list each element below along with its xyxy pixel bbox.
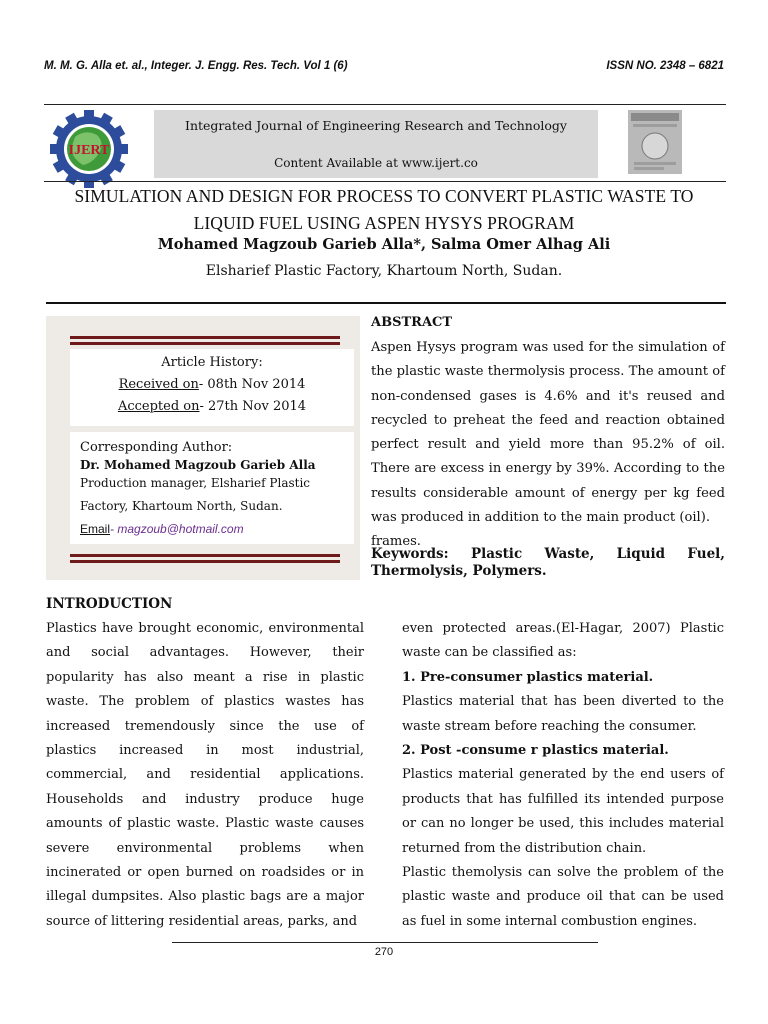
journal-cover-thumbnail xyxy=(628,110,682,174)
corresponding-author-position: Production manager, Elsharief Plastic xyxy=(80,476,311,490)
running-header-citation: M. M. G. Alla et. al., Integer. J. Engg. Res. Tech. Vol 1 (6) xyxy=(44,60,348,72)
accepted-date: Accepted on- 27th Nov 2014 xyxy=(117,399,307,414)
svg-text:IJERT: IJERT xyxy=(68,143,110,158)
classification-item-1-heading: 1. Pre-consumer plastics material. xyxy=(402,669,654,685)
paper-title-line2: LIQUID FUEL USING ASPEN HYSYS PROGRAM xyxy=(193,213,575,233)
header-rule xyxy=(44,104,726,105)
journal-name: Integrated Journal of Engineering Research and Technology xyxy=(185,118,567,133)
introduction-heading: INTRODUCTION xyxy=(46,596,173,612)
corresponding-author-email: Email- magzoub@hotmail.com xyxy=(80,522,244,536)
corresponding-author-location: Factory, Khartoum North, Sudan. xyxy=(80,499,283,513)
thermolysis-paragraph: Plastic themolysis can solve the problem of the plastic waste and produce oil that can be used as fuel in some internal combustion engines. xyxy=(402,865,724,929)
paper-affiliation: Elsharief Plastic Factory, Khartoum North, Sudan. xyxy=(205,263,563,279)
introduction-right-column xyxy=(402,617,724,934)
footer-rule xyxy=(172,942,598,943)
content-available: Content Available at www.ijert.co xyxy=(274,156,478,170)
corresponding-author-name: Dr. Mohamed Magzoub Garieb Alla xyxy=(80,458,316,472)
classification-item-2-heading: 2. Post -consume r plastics material. xyxy=(402,743,669,759)
journal-banner xyxy=(154,110,598,178)
classification-item-2-text: Plastics material generated by the end users of products that has fulfilled its intended purpose or can no longer be used, this includes material returned from the distribution chain. xyxy=(402,767,724,856)
abstract-heading: ABSTRACT xyxy=(371,315,453,330)
intro-paragraph-continued: even protected areas.(El-Hagar, 2007) Plastic waste can be classified as: xyxy=(402,621,724,661)
email-link[interactable]: - magzoub@hotmail.com xyxy=(110,522,244,536)
decorative-rule xyxy=(70,342,340,345)
corresponding-author-heading: Corresponding Author: xyxy=(80,440,233,455)
paper-title-line1: SIMULATION AND DESIGN FOR PROCESS TO CONVERT PLASTIC WASTE TO xyxy=(74,186,694,206)
article-history xyxy=(70,349,354,426)
article-history-heading: Article History: xyxy=(161,355,263,370)
received-date: Received on- 08th Nov 2014 xyxy=(118,377,306,392)
decorative-rule xyxy=(70,560,340,563)
keywords: Keywords: Plastic Waste, Liquid Fuel, Thermolysis, Polymers. xyxy=(371,546,725,579)
paper-authors: Mohamed Magzoub Garieb Alla*, Salma Omer Alhag Ali xyxy=(157,236,611,253)
running-header-issn: ISSN NO. 2348 – 6821 xyxy=(606,60,724,72)
decorative-rule xyxy=(70,336,340,339)
banner-rule xyxy=(44,181,726,182)
abstract-text: Aspen Hysys program was used for the simulation of the plastic waste thermolysis process. The amount of non-condensed gases is 4.6% and it's reused and recycled to preheat the feed and reaction obtained perfect result and yield more than 95.2% of oil. There are excess in energy by 39%. According to the results considerable amount of energy per kg feed was produced in addition to the main product (oil). frames. xyxy=(371,340,725,550)
classification-item-1-text: Plastics material that has been diverted to the waste stream before reaching the consumer. xyxy=(402,694,724,734)
decorative-rule xyxy=(70,554,340,557)
corresponding-author xyxy=(70,432,354,544)
ijert-logo xyxy=(50,110,128,188)
abstract-trailing: frames. xyxy=(371,534,421,550)
page-number: 270 xyxy=(374,946,394,958)
introduction-left-column xyxy=(46,617,364,934)
title-rule xyxy=(46,302,726,304)
intro-paragraph: Plastics have brought economic, environmental and social advantages. However, their popularity has also meant a rise in plastic waste. The problem of plastics wastes has increased tremendously since the use of plastics increased in most industrial, commercial, and residential applications. Households and industry produce huge amounts of plastic waste. Plastic waste causes severe environmental problems when incinerated or open burned on roadsides or in illegal dumpsites. Also plastic bags are a major source of littering residential areas, parks, and xyxy=(46,621,364,929)
